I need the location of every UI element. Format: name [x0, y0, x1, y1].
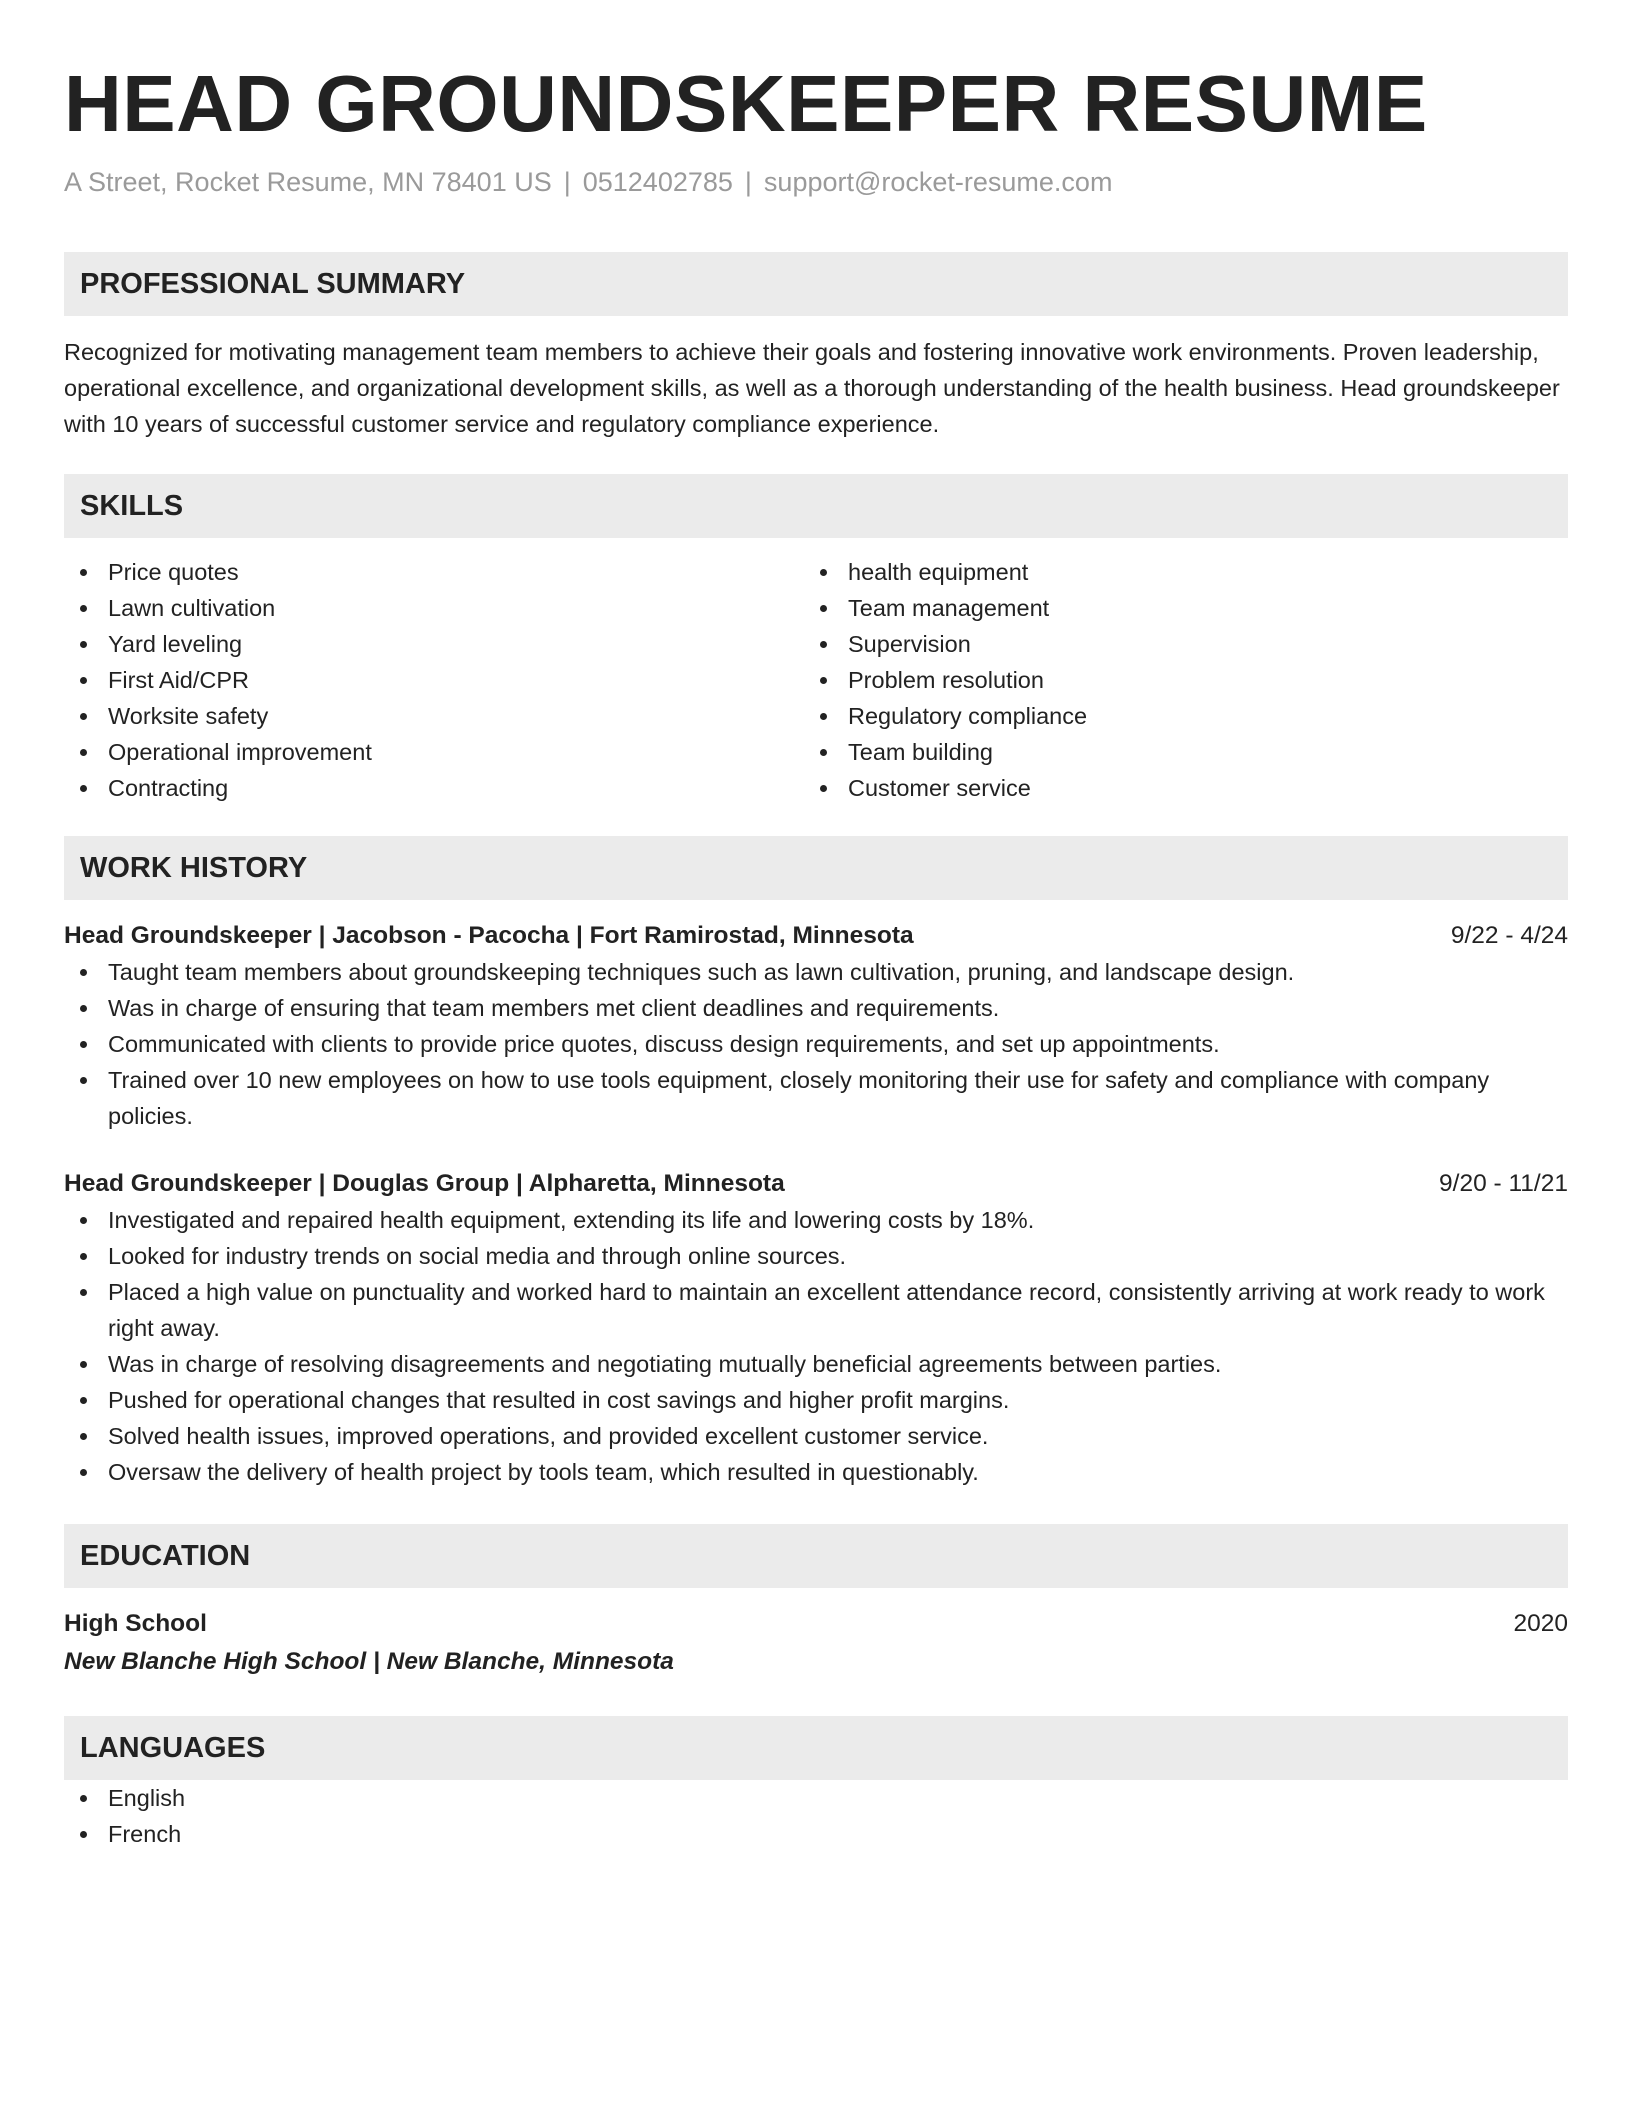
education-degree: High School — [64, 1610, 207, 1637]
section-header-education: EDUCATION — [64, 1524, 1568, 1588]
skill-item: Price quotes — [64, 554, 804, 590]
skill-item: Problem resolution — [804, 662, 1544, 698]
job-bullet: Communicated with clients to provide price quotes, discuss design requirements, and set up appointments. — [64, 1026, 1568, 1062]
job-dates: 9/22 - 4/24 — [1450, 922, 1568, 949]
section-header-work-history: WORK HISTORY — [64, 836, 1568, 900]
contact-separator: | — [744, 167, 752, 197]
skill-item: health equipment — [804, 554, 1544, 590]
skill-item: Operational improvement — [64, 734, 804, 770]
contact-address: A Street, Rocket Resume, MN 78401 US — [64, 167, 552, 197]
skill-item: Lawn cultivation — [64, 590, 804, 626]
skill-item: Team building — [804, 734, 1544, 770]
job-header — [64, 1166, 1568, 1202]
contact-line — [64, 164, 1568, 200]
job-bullet: Taught team members about groundskeeping techniques such as lawn cultivation, pruning, and landscape design. — [64, 954, 1568, 990]
education-school: New Blanche High School | New Blanche, Minnesota — [64, 1648, 674, 1675]
skill-item: Contracting — [64, 770, 804, 806]
section-header-languages: LANGUAGES — [64, 1716, 1568, 1780]
language-item: French — [64, 1816, 1568, 1852]
contact-separator: | — [563, 167, 571, 197]
skills-column-right — [804, 554, 1544, 806]
contact-email: support@rocket-resume.com — [763, 167, 1113, 197]
job-bullet: Looked for industry trends on social media and through online sources. — [64, 1238, 1568, 1274]
education-header — [64, 1606, 1568, 1642]
job-entry — [64, 918, 1568, 1134]
skill-item: First Aid/CPR — [64, 662, 804, 698]
skill-item: Customer service — [804, 770, 1544, 806]
job-bullet: Investigated and repaired health equipment, extending its life and lowering costs by 18%. — [64, 1202, 1568, 1238]
job-title: Head Groundskeeper | Douglas Group | Alpharetta, Minnesota — [64, 1170, 785, 1197]
skill-item: Regulatory compliance — [804, 698, 1544, 734]
job-bullet: Trained over 10 new employees on how to use tools equipment, closely monitoring their use for safety and compliance with company policies. — [64, 1062, 1568, 1134]
job-header — [64, 918, 1568, 954]
job-entry — [64, 1166, 1568, 1490]
skill-item: Supervision — [804, 626, 1544, 662]
job-bullet: Pushed for operational changes that resulted in cost savings and higher profit margins. — [64, 1382, 1568, 1418]
skill-item: Worksite safety — [64, 698, 804, 734]
section-header-summary: PROFESSIONAL SUMMARY — [64, 252, 1568, 316]
contact-phone: 0512402785 — [582, 167, 733, 197]
skills-column-left — [64, 554, 804, 806]
job-bullet: Was in charge of resolving disagreements and negotiating mutually beneficial agreements between parties. — [64, 1346, 1568, 1382]
education-year: 2020 — [1513, 1610, 1568, 1637]
job-bullet: Was in charge of ensuring that team members met client deadlines and requirements. — [64, 990, 1568, 1026]
job-bullet: Oversaw the delivery of health project by tools team, which resulted in questionably. — [64, 1454, 1568, 1490]
job-dates: 9/20 - 11/21 — [1439, 1170, 1568, 1197]
resume-title: HEAD GROUNDSKEEPER RESUME — [64, 59, 1428, 148]
summary-text: Recognized for motivating management team members to achieve their goals and fostering innovative work environments. Proven leadership, operational excellence, and organizational development skills, as well as a thorough understanding of the health business. Head groundskeeper with 10 years of successful customer service and regulatory compliance experience. — [64, 339, 1560, 437]
job-bullet-list — [64, 954, 1568, 1134]
skill-item: Yard leveling — [64, 626, 804, 662]
language-item: English — [64, 1780, 1568, 1816]
language-list — [64, 1780, 1568, 1852]
job-bullet: Solved health issues, improved operations, and provided excellent customer service. — [64, 1418, 1568, 1454]
job-title: Head Groundskeeper | Jacobson - Pacocha | Fort Ramirostad, Minnesota — [64, 922, 914, 949]
job-bullet-list — [64, 1202, 1568, 1490]
section-header-skills: SKILLS — [64, 474, 1568, 538]
skill-item: Team management — [804, 590, 1544, 626]
job-bullet: Placed a high value on punctuality and worked hard to maintain an excellent attendance record, consistently arriving at work ready to work right away. — [64, 1274, 1568, 1346]
skills-grid — [64, 554, 1568, 806]
